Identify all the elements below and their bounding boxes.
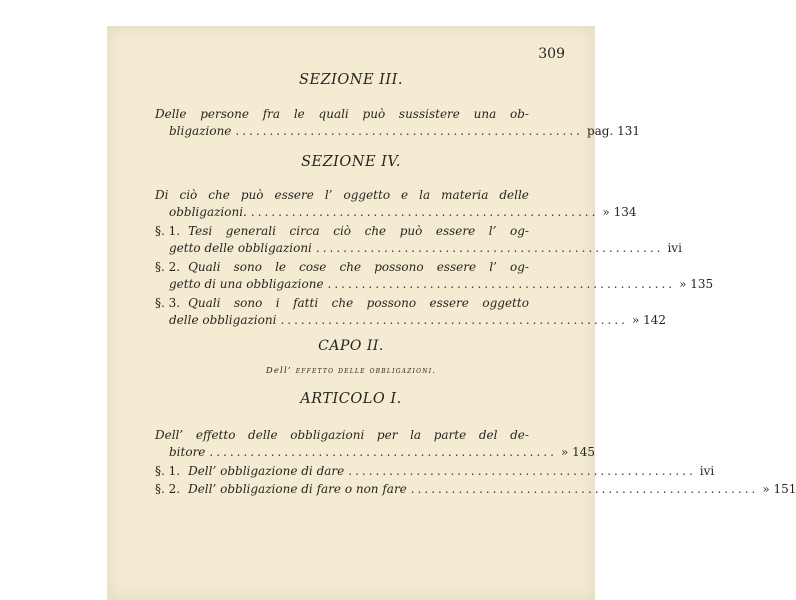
paragraph-number: §. 2. (155, 260, 181, 274)
toc-para-dare (155, 463, 715, 480)
toc-entry-persone-line2 (169, 123, 641, 140)
paragraph-number: §. 1. (155, 224, 181, 238)
toc-text: Dell’ obbligazione di fare o non fare (188, 482, 407, 496)
toc-word: og- (510, 224, 529, 238)
paragraph-number: §. 2. (155, 482, 181, 496)
toc-entry-oggetto-line1 (155, 187, 529, 204)
toc-word: che (339, 260, 362, 274)
toc-word: l’ (489, 260, 497, 274)
page-ref: ivi (667, 241, 682, 255)
toc-word: materia (441, 188, 489, 202)
toc-word: può (362, 107, 386, 121)
toc-word: parte (433, 428, 467, 442)
toc-word: possono (374, 260, 424, 274)
dot-leader: ................................................... (348, 464, 696, 478)
toc-word: essere (274, 188, 314, 202)
toc-word: sono (233, 260, 262, 274)
dot-leader: ................................................... (410, 482, 759, 496)
page-number: 309 (538, 46, 565, 62)
toc-word: può (399, 224, 423, 238)
toc-para-cose-line2 (169, 276, 714, 293)
page-ref: ivi (699, 464, 715, 478)
dot-leader: ................................................... (250, 205, 599, 219)
toc-word: Delle (155, 107, 187, 121)
toc-word: og- (509, 260, 529, 274)
dot-leader: ................................................... (315, 241, 664, 255)
paragraph-number: §. 1. (155, 464, 181, 478)
toc-word: cose (299, 260, 327, 274)
page-ref: » 145 (560, 445, 596, 459)
toc-word: de- (510, 428, 529, 442)
toc-word: fatti (293, 296, 319, 310)
subheading-initial: Dell’ (265, 366, 292, 376)
toc-word: essere (436, 260, 477, 274)
toc-entry-effetto-line1 (155, 427, 529, 444)
toc-word: quali (318, 107, 349, 121)
toc-para-cose-line1 (155, 259, 529, 276)
toc-entry-effetto-line2 (169, 444, 596, 461)
toc-word: oggetto (343, 188, 391, 202)
toc-para-fare (155, 481, 796, 498)
toc-text (188, 223, 529, 240)
dot-leader: ................................................... (280, 313, 628, 327)
toc-word: obbligazioni (290, 428, 365, 442)
toc-word: ciò (333, 224, 352, 238)
toc-word: che (364, 224, 387, 238)
toc-text: getto delle obbligazioni (169, 241, 312, 255)
section-heading-sezione-iv: SEZIONE IV. (301, 154, 401, 170)
toc-para-fatti-line2 (169, 312, 667, 329)
toc-word: fra (262, 107, 281, 121)
toc-word: generali (225, 224, 276, 238)
page-ref: pag. 131 (586, 124, 641, 138)
toc-word: e (401, 188, 409, 202)
toc-word: essere (435, 224, 476, 238)
toc-word: la (419, 188, 431, 202)
chapter-heading-capo-ii: CAPO II. (318, 338, 384, 354)
toc-word: sussistere (398, 107, 460, 121)
toc-word: che (208, 188, 230, 202)
toc-word: Quali (188, 296, 221, 310)
toc-word: una (473, 107, 497, 121)
toc-word: effetto (195, 428, 236, 442)
toc-word: ciò (179, 188, 198, 202)
toc-text: getto di una obbligazione (169, 277, 324, 291)
toc-word: possono (366, 296, 417, 310)
toc-para-fatti-line1 (155, 295, 529, 312)
subheading-text: effetto delle obbligazioni. (295, 366, 437, 376)
toc-word: l’ (488, 224, 497, 238)
paragraph-number: §. 3. (155, 296, 181, 310)
toc-word: la (410, 428, 422, 442)
toc-word: può (240, 188, 264, 202)
toc-word: del (478, 428, 498, 442)
toc-word: Quali (188, 260, 221, 274)
toc-word: i (275, 296, 280, 310)
toc-word: Di (155, 188, 169, 202)
chapter-subheading (107, 366, 595, 376)
toc-word: le (293, 107, 305, 121)
toc-word: Tesi (188, 224, 213, 238)
page-ref: » 134 (602, 205, 637, 219)
toc-text: bligazione (169, 124, 232, 138)
toc-text: obbligazioni. (169, 205, 247, 219)
toc-word: ob- (510, 107, 529, 121)
toc-text (188, 295, 529, 312)
toc-para-tesi-line1 (155, 223, 529, 240)
toc-para-tesi-line2 (169, 240, 682, 257)
toc-text: delle obbligazioni (169, 313, 277, 327)
toc-entry-persone-line1 (155, 106, 529, 123)
dot-leader: ................................................... (327, 277, 676, 291)
page-ref: » 151 (762, 482, 796, 496)
toc-word: circa (289, 224, 320, 238)
toc-word: delle (499, 188, 529, 202)
dot-leader: ................................................... (235, 124, 583, 138)
page-ref: » 135 (679, 277, 714, 291)
book-page (107, 26, 796, 600)
toc-text: bitore (169, 445, 206, 459)
toc-word: le (275, 260, 287, 274)
toc-text: Dell’ obbligazione di dare (188, 464, 345, 478)
toc-word: persone (200, 107, 249, 121)
toc-word: Dell’ (155, 428, 184, 442)
toc-word: delle (248, 428, 278, 442)
toc-word: sono (233, 296, 263, 310)
toc-word: per (376, 428, 398, 442)
toc-word: oggetto (482, 296, 529, 310)
toc-text (188, 259, 529, 276)
toc-word: l’ (324, 188, 333, 202)
toc-word: essere (429, 296, 469, 310)
section-heading-sezione-iii: SEZIONE III. (299, 72, 403, 88)
toc-word: che (331, 296, 354, 310)
toc-entry-oggetto-line2 (169, 204, 637, 221)
article-heading-articolo-i: ARTICOLO I. (300, 391, 402, 407)
dot-leader: ................................................... (209, 445, 557, 459)
page-ref: » 142 (631, 313, 667, 327)
